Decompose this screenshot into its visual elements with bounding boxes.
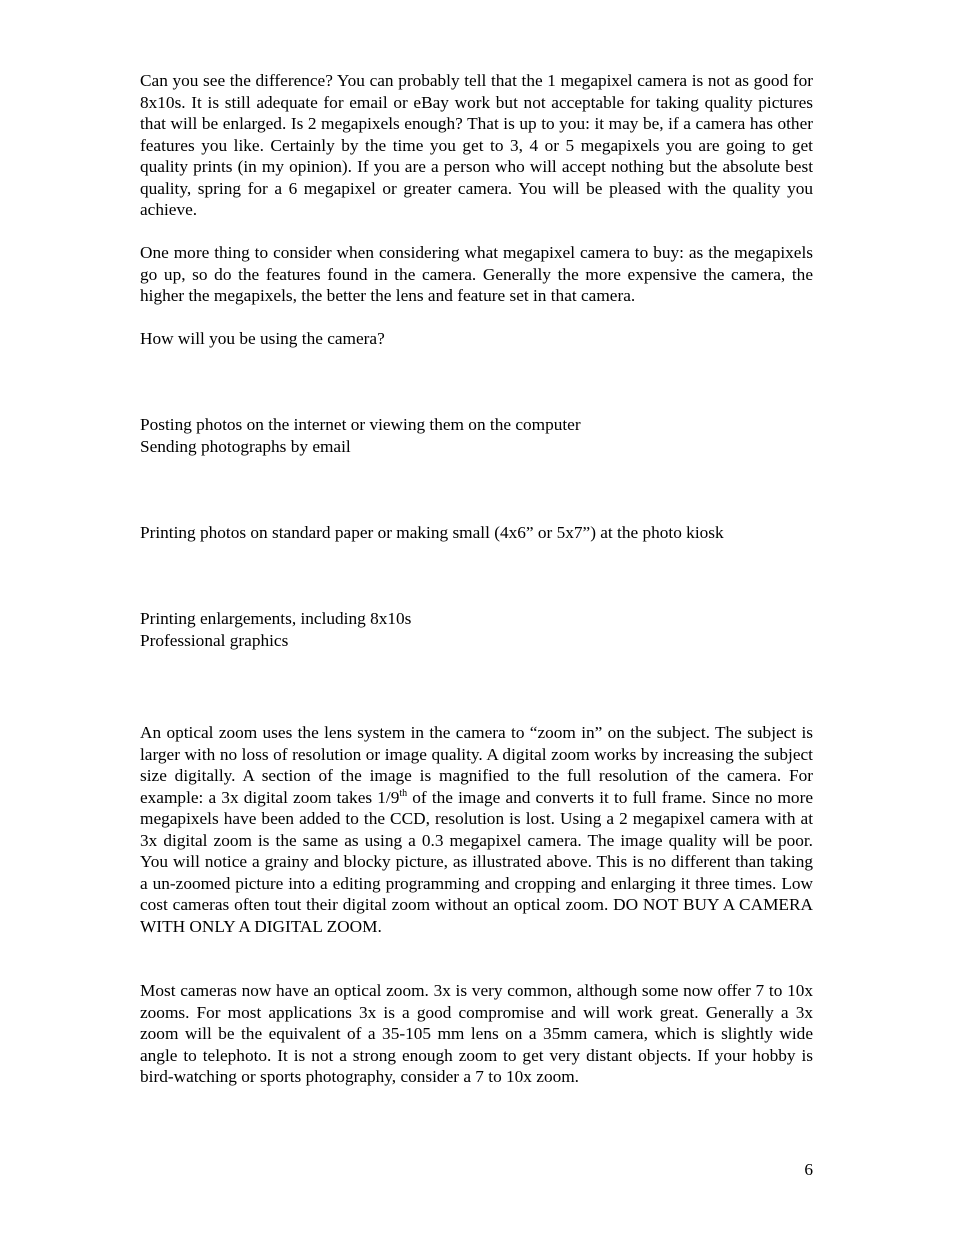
use-internet-line: Posting photos on the internet or viewing them on the computer (140, 415, 581, 434)
features-paragraph: One more thing to consider when considering what megapixel camera to buy: as the megapixels go up, so do the features found in the camera. Generally the more expensive the camera, the higher the megapixels, the better the lens and feature set in that camera. (140, 243, 813, 305)
use-professional-line: Professional graphics (140, 631, 289, 650)
megapixel-difference-paragraph: Can you see the difference? You can probably tell that the 1 megapixel camera is not as good for 8x10s. It is still adequate for email or eBay work but not acceptable for taking quality pictures that will be enlarged. Is 2 megapixels enough? That is up to you: it may be, if a camera has other features you like. Certainly by the time you get to 3, 4 or 5 megapixels you are going to get quality prints (in my opinion). If you are a person who will accept nothing but the absolute best quality, spring for a 6 megapixel or greater camera. You will be pleased with the quality you achieve. (140, 71, 813, 219)
use-printing-standard-line: Printing photos on standard paper or making small (4x6” or 5x7”) at the photo kiosk (140, 523, 724, 542)
zoom-text-before-superscript: An optical zoom uses the lens system in the camera to “zoom in” on the subject. The subject is larger with no loss of resolution or image quality. A digital zoom works by increasing the subject size digitally. A section of the image is magnified to the full resolution of the camera. For example: a 3x digital zoom takes 1/9 (140, 723, 813, 807)
optical-zoom-paragraph: Most cameras now have an optical zoom. 3x is very common, although some now offer 7 to 10x zooms. For most applications 3x is a good compromise and will work great. Generally a 3x zoom will be the equivalent of a 35-105 mm lens on a 35mm camera, which is slightly wide angle to telephoto. It is not a strong enough zoom to get very distant objects. If your hobby is bird-watching or sports photography, consider a 7 to 10x zoom. (140, 981, 813, 1086)
zoom-text-after-superscript: of the image and converts it to full frame. Since no more megapixels have been added to the CCD, resolution is lost. Using a 2 megapixel camera with at 3x digital zoom is the same as using a 0.3 megapixel camera. The image quality will be poor. You will notice a grainy and blocky picture, as illustrated above. This is no different than taking a un-zoomed picture into a editing programming and cropping and enlarging it three times. Low cost cameras often tout their digital zoom without an optical zoom. DO NOT BUY A CAMERA WITH ONLY A DIGITAL ZOOM. (140, 787, 813, 936)
page-number: 6 (804, 1160, 813, 1179)
use-email-line: Sending photographs by email (140, 437, 351, 456)
usage-question: How will you be using the camera? (140, 329, 385, 348)
use-enlargements-line: Printing enlargements, including 8x10s (140, 609, 412, 628)
zoom-explanation-paragraph (140, 722, 813, 937)
zoom-superscript: th (399, 787, 408, 799)
